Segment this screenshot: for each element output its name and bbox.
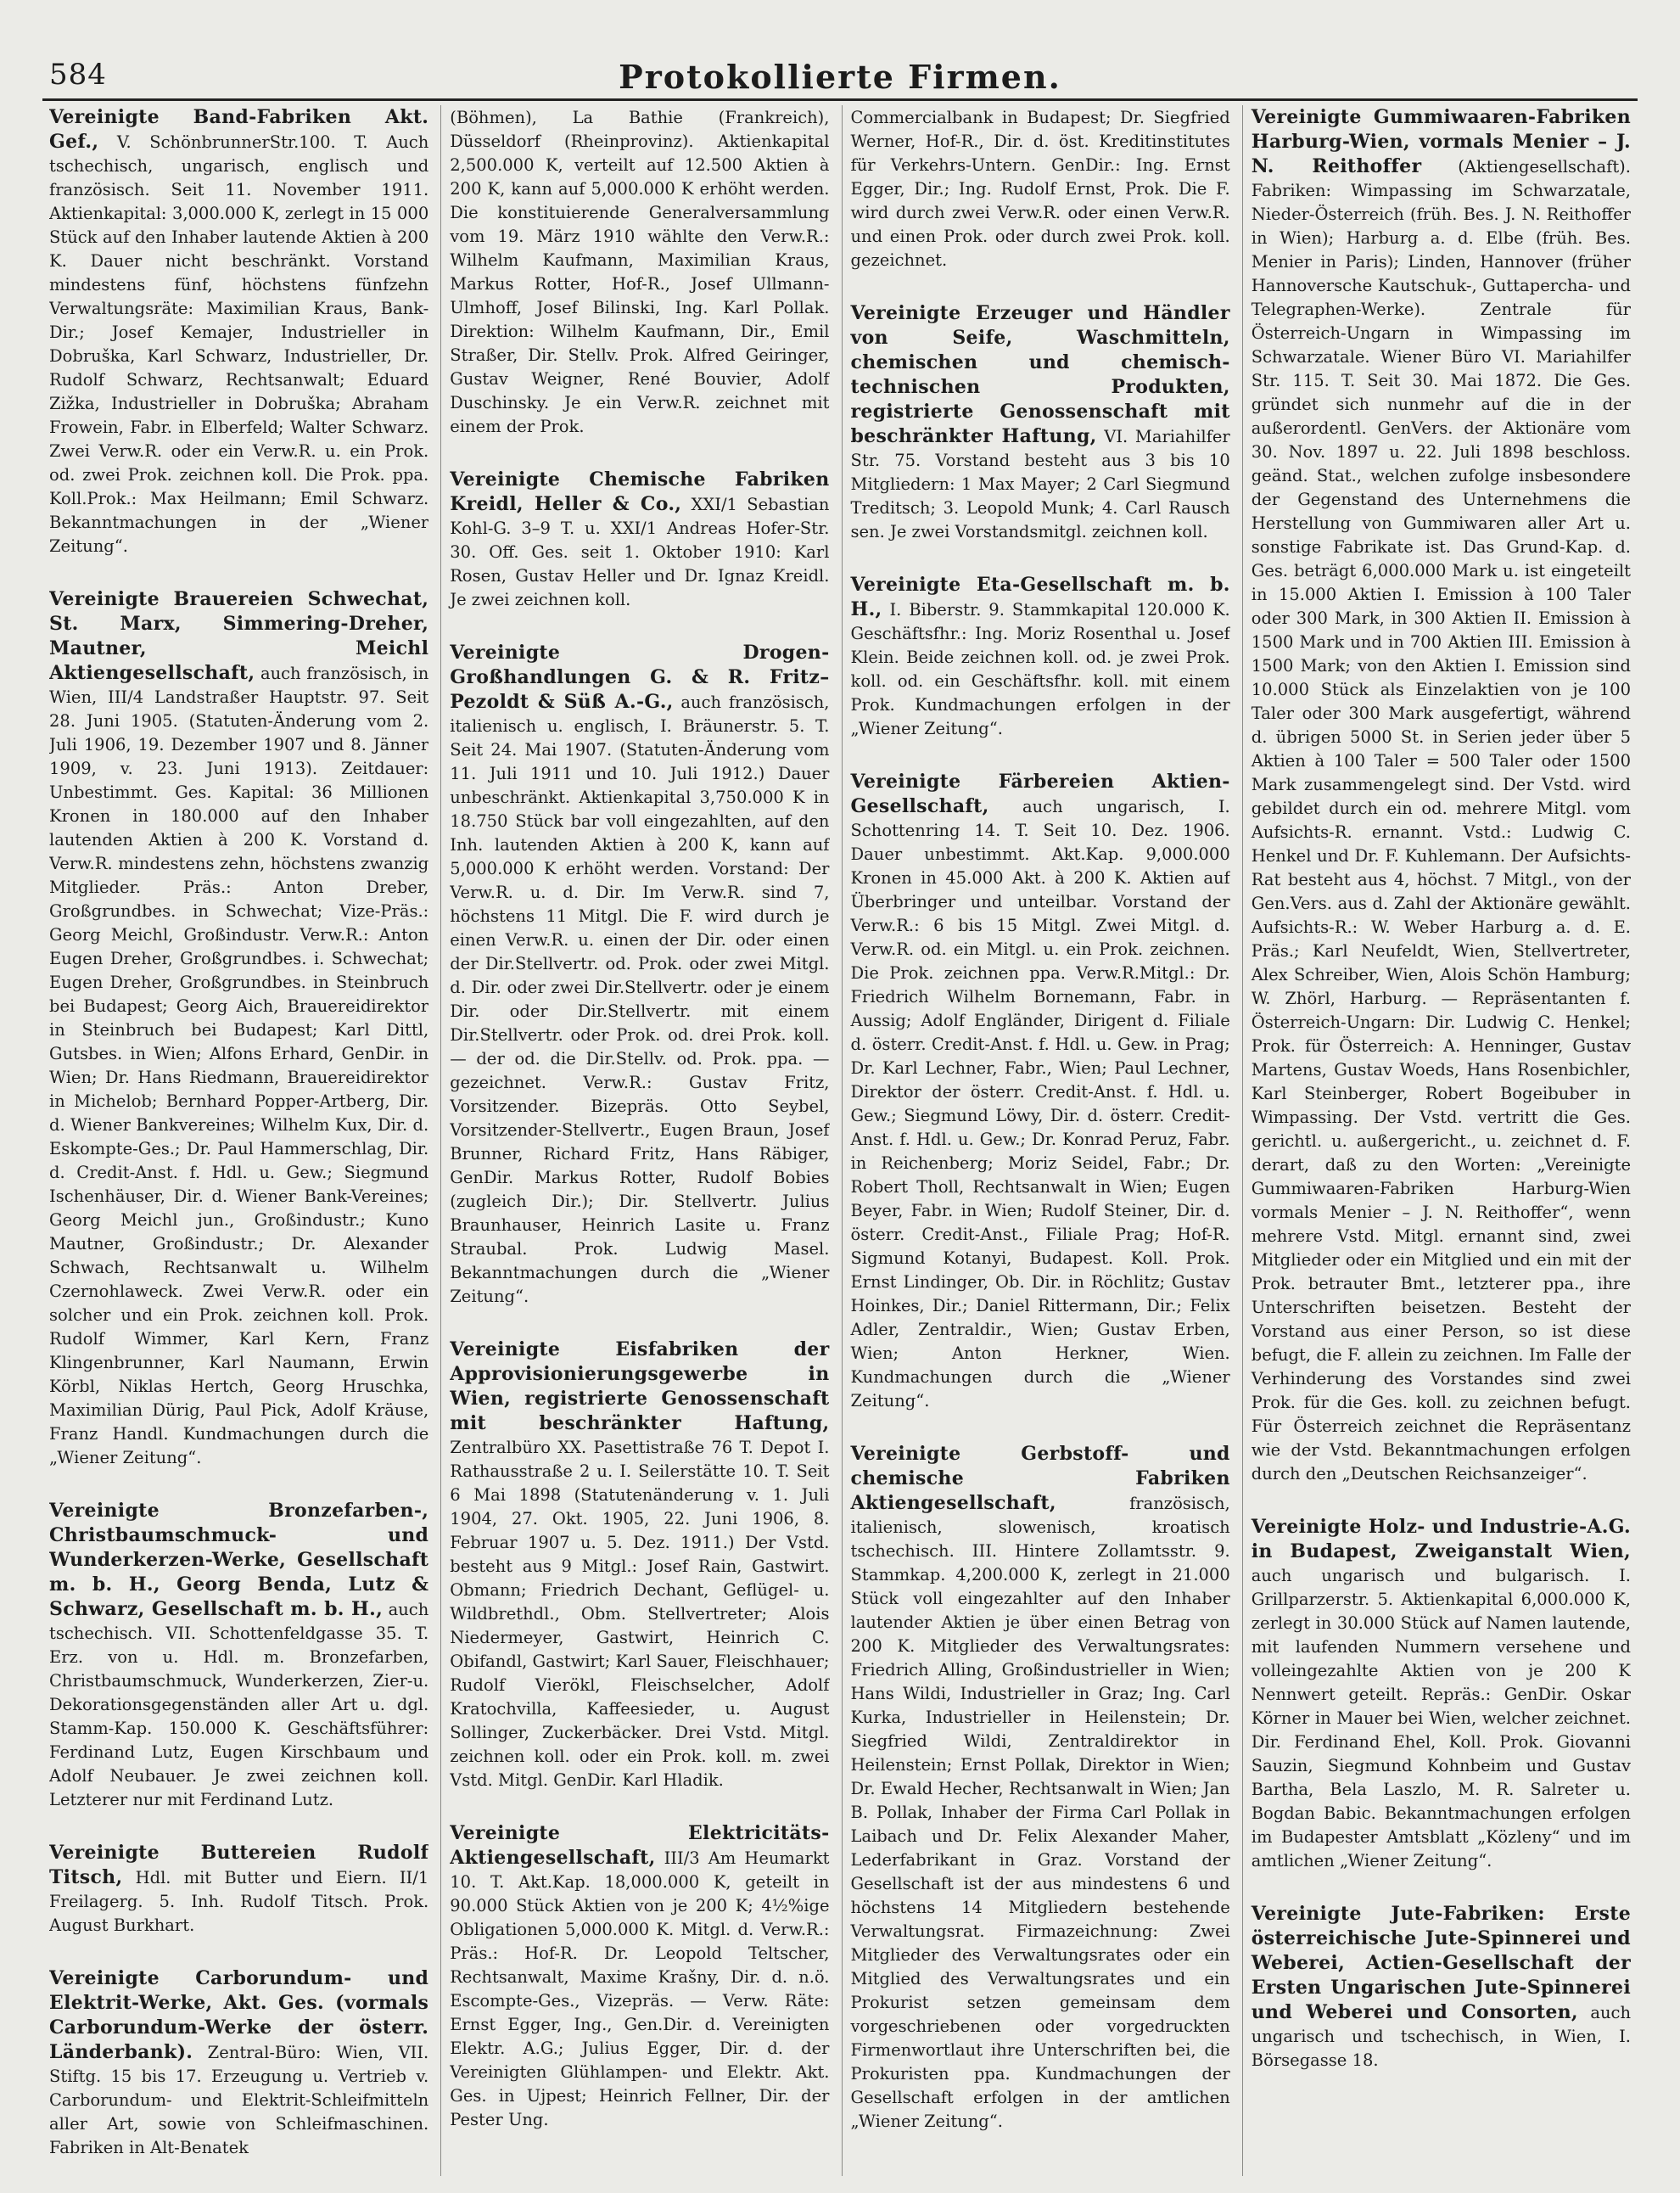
firm-entry <box>851 770 1230 1413</box>
firm-details: auch französisch, italienisch u. englisch, I. Bräunerstr. 5. T. Seit 24. Mai 1907. (Statuten-Änderung vom 11. Juli 1911 und 10. Juli 1912.) Dauer unbeschränkt. Aktienkapital 3,750.000 K in 18.750 Stück bar voll eingezahlten, auf den Inh. lautenden Aktien à 200 K, kann auf 5,000.000 K erhöht werden. Vorstand: Der Verw.R. u. d. Dir. Im Verw.R. sind 7, höchstens 11 Mitgl. Die F. wird durch je einen Verw.R. u. einen der Dir. oder einen der Dir.Stellvertr. od. Prok. oder zwei Mitgl. d. Dir. oder zwei Dir.Stellvertr. oder je einem Dir. oder Dir.Stellvertr. mit einem Dir.Stellvertr. oder Prok. od. drei Prok. koll. — der od. die Dir.Stellv. od. Prok. ppa. — gezeichnet. Verw.R.: Gustav Fritz, Vorsitzender. Bizepräs. Otto Seybel, Vorsitzender-Stellvertr., Eugen Braun, Josef Brunner, Richard Fritz, Hans Räbiger, GenDir. Markus Rotter, Rudolf Bobies (zugleich Dir.); Dir. Stellvertr. Julius Braunhauser, Heinrich Lasite u. Franz Straubal. Prok. Ludwig Masel. Bekanntmachungen durch die „Wiener Zeitung“. <box>450 693 830 1306</box>
firm-entry <box>450 468 829 612</box>
column-3 <box>842 105 1230 2176</box>
firm-name: Vereinigte Drogen-Großhandlungen G. & R. Fritz–Pezoldt & Süß A.-G., <box>450 642 830 713</box>
firm-name: Vereinigte Gerbstoff- und chemische Fabriken Aktiengesellschaft, <box>850 1443 1230 1514</box>
firm-entry <box>1252 1515 1631 1873</box>
firm-entry <box>1252 1902 1631 2072</box>
firm-details: I. Biberstr. 9. Stammkapital 120.000 K. Geschäftsfhr.: Ing. Moriz Rosenthal u. Josef Klein. Beide zeichnen koll. od. je zwei Prok. koll. od. ein Geschäftsfhr. koll. mit einem Prok. Kundmachungen erfolgen in der „Wiener Zeitung“. <box>850 600 1230 738</box>
firm-entry <box>1252 105 1631 1486</box>
firm-details: (Aktiengesellschaft). Fabriken: Wimpassing im Schwarzatale, Nieder-Österreich (früh. Bes. J. N. Reithoffer in Wien); Harburg a. d. Elbe (früh. Bes. Menier in Paris); Linden, Hannover (früher Hannoversche Kautschuk-, Guttapercha- und Telegraphen-Werke). Zentrale für Österreich-Ungarn in Wimpassing im Schwarzatale. Wiener Büro VI. Mariahilfer Str. 115. T. Seit 30. Mai 1872. Die Ges. gründet sich nunmehr auf die in der außerordentl. GenVers. der Aktionäre vom 30. Nov. 1897 u. 22. Juli 1898 beschloss. geänd. Stat., welchen zufolge insbesondere der Gegenstand des Unternehmens die Herstellung von Gummiwaren aller Art u. sonstige Fabrikate ist. Das Grund-Kap. d. Ges. beträgt 6,000.000 Mark u. ist eingeteilt in 15.000 Aktien I. Emission à 100 Taler oder 300 Mark, in 300 Aktien II. Emission à 1500 Mark und in 700 Aktien III. Emission à 1500 Mark; von den Aktien I. Emission sind 10.000 Stück als Einzelaktien von je 100 Taler oder 300 Mark ausgefertigt, während d. übrigen 5000 St. in Serien jeder über 5 Aktien à 100 Taler = 500 Taler oder 1500 Mark zusammengelegt sind. Der Vstd. wird gebildet durch ein od. mehrere Mitgl. vom Aufsichts-R. ernannt. Vstd.: Ludwig C. Henkel und Dr. F. Kuhlemann. Der Aufsichts-Rat besteht aus 4, höchst. 7 Mitgl., von der Gen.Vers. aus d. Zahl der Aktionäre gewählt. Aufsichts-R.: W. Weber Harburg a. d. E. Präs.; Karl Neufeldt, Wien, Stellvertreter, Alex Schreiber, Wien, Alois Schön Hamburg; W. Zhörl, Harburg. — Repräsentanten f. Österreich-Ungarn: Dir. Ludwig C. Henkel; Prok. für Österreich: A. Henninger, Gustav Martens, Gustav Woeds, Hans Rosenbichler, Karl Steinberger, Robert Bogeibuber in Wimpassing. Der Vstd. vertritt die Ges. gerichtl. u. außergericht., u. zeichnet d. F. derart, daß zu den Worten: „Vereinigte Gummiwaaren-Fabriken Harburg-Wien vormals Menier – J. N. Reithoffer“, wenn mehrere Vstd. Mitgl. ernannt sind, zwei Mitglieder oder ein Mitglied und ein mit der Prok. betrauter Bmt., letzterer ppa., ihre Unterschriften beisetzen. Besteht der Vorstand aus einer Person, so ist diese befugt, die F. allein zu zeichnen. Im Falle der Verhinderung des Vorstandes sind zwei Prok. für die Ges. koll. zu zeichnen befugt. Für Österreich zeichnet die Repräsentanz wie der Vstd. Bekanntmachungen erfolgen durch den „Deutschen Reichsanzeiger“. <box>1251 157 1631 1484</box>
page-header <box>49 53 1631 100</box>
firm-details: III/3 Am Heumarkt 10. T. Akt.Kap. 18,000.000 K, geteilt in 90.000 Stück Aktien von je 200 K; 4½%ige Obligationen 5,000.000 K. Mitgl. d. Verw.R.: Präs.: Hof-R. Dr. Leopold Teltscher, Rechtsanwalt, Maxime Krašny, Dir. d. n.ö. Escompte-Ges., Vizepräs. — Verw. Räte: Ernst Egger, Ing., Gen.Dir. d. Vereinigten Elektr. A.G.; Julius Egger, Dir. d. der Vereinigten Glühlampen- und Elektr. Akt. Ges. in Ujpest; Heinrich Fellner, Dir. der Pester Ung. <box>450 1848 830 2129</box>
firm-name: Vereinigte Chemische Fabriken Kreidl, Heller & Co., <box>450 468 830 515</box>
firm-details: Zentral-Büro: Wien, VII. Stiftg. 15 bis 17. Erzeugung u. Vertrieb v. Carborundum- und Elektrit-Schleifmitteln aller Art, sowie von Schleifmaschinen. Fabriken in Alt-Benatek <box>49 2043 429 2157</box>
column-2 <box>440 105 829 2176</box>
firm-name: Vereinigte Färbereien Aktien-Gesellschaft, <box>850 771 1230 817</box>
firm-name: Vereinigte Brauereien Schwechat, St. Marx, Simmering-Dreher, Mautner, Meichl Aktiengesellschaft, <box>49 588 429 684</box>
firm-entry <box>450 105 829 439</box>
firm-name: Vereinigte Band-Fabriken Akt. Gef., <box>49 106 429 153</box>
firm-entry <box>450 1338 829 1792</box>
firm-details: auch ungarisch und tschechisch, in Wien, I. Börsegasse 18. <box>1251 2003 1631 2070</box>
firm-name: Vereinigte Erzeuger und Händler von Seife, Waschmitteln, chemischen und chemisch-technischen Produkten, registrierte Genossenschaft mit beschränkter Haftung, <box>850 302 1230 447</box>
firm-name: Vereinigte Eisfabriken der Approvisionierungsgewerbe in Wien, registrierte Genossenschaft mit beschränkter Haftung, <box>450 1338 830 1434</box>
page-number: 584 <box>49 58 107 92</box>
firm-entry <box>851 573 1230 741</box>
firm-entry <box>49 1966 428 2160</box>
directory-columns <box>49 105 1631 2176</box>
column-4 <box>1242 105 1631 2176</box>
firm-name: Vereinigte Elektricitäts-Aktiengesellschaft, <box>450 1822 830 1869</box>
firm-details: auch französisch, in Wien, III/4 Landstraßer Hauptstr. 97. Seit 28. Juni 1905. (Statuten-Änderung vom 2. Juli 1906, 19. Dezember 1907 und 8. Jänner 1909, v. 23. Juni 1913). Zeitdauer: Unbestimmt. Ges. Kapital: 36 Millionen Kronen in 180.000 auf den Inhaber lautenden Aktien à 200 K. Vorstand d. Verw.R. mindestens zehn, höchstens zwanzig Mitglieder. Präs.: Anton Dreber, Großgrundbes. in Schwechat; Vize-Präs.: Georg Meichl, Großindustr. Verw.R.: Anton Eugen Dreher, Großgrundbes. i. Schwechat; Eugen Dreher, Großgrundbes. in Steinbruch bei Budapest; Georg Aich, Brauereidirektor in Steinbruch bei Budapest; Karl Dittl, Gutsbes. in Wien; Alfons Erhard, GenDir. in Wien; Dr. Hans Riedmann, Brauereidirektor in Michelob; Bernhard Popper-Artberg, Dir. d. Wiener Bankvereines; Wilhelm Kux, Dir. d. Eskompte-Ges.; Dr. Paul Hammerschlag, Dir. d. Credit-Anst. f. Hdl. u. Gew.; Siegmund Ischenhäuser, Dir. d. Wiener Bank-Vereines; Georg Meichl jun., Großindustr.; Kuno Mautner, Großindustr.; Dr. Alexander Schwach, Rechtsanwalt u. Wilhelm Czernohlaweck. Zwei Verw.R. oder ein solcher und ein Prok. zeichnen koll. Prok. Rudolf Wimmer, Karl Kern, Franz Klingenbrunner, Karl Naumann, Erwin Körbl, Niklas Hertch, Georg Hruschka, Maximilian Dürig, Paul Pick, Adolf Kräuse, Franz Handl. Kundmachungen durch die „Wiener Zeitung“. <box>49 664 429 1467</box>
firm-details: französisch, italienisch, slowenisch, kroatisch tschechisch. III. Hintere Zollamtsstr. 9. Stammkap. 4,200.000 K, zerlegt in 21.000 Stück voll eingezahlter auf den Inhaber lautender Aktien je über einen Betrag von 200 K. Mitglieder des Verwaltungsrates: Friedrich Alling, Großindustrieller in Wien; Hans Wildi, Industrieller in Graz; Ing. Carl Kurka, Industrieller in Heilenstein; Dr. Siegfried Wildi, Zentraldirektor in Heilenstein; Ernst Pollak, Direktor in Wien; Dr. Ewald Hecher, Rechtsanwalt in Wien; Jan B. Pollak, Inhaber der Firma Carl Pollak in Laibach und Dr. Felix Alexander Maher, Lederfabrikant in Graz. Vorstand der Gesellschaft ist der aus mindestens 6 und höchstens 14 Mitgliedern bestehende Verwaltungsrat. Firmazeichnung: Zwei Mitglieder des Verwaltungsrates oder ein Mitglied des Verwaltungsrates und ein Prokurist setzen gemeinsam dem vorgeschriebenen oder vorgedruckten Firmenwortlaut ihre Unterschriften bei, die Prokuristen ppa. Kundmachungen der Gesellschaft erfolgen in der amtlichen „Wiener Zeitung“. <box>850 1494 1230 2131</box>
column-1 <box>49 105 428 2176</box>
firm-name: Vereinigte Bronzefarben-, Christbaumschmuck- und Wunderkerzen-Werke, Gesellschaft m. b. H., Georg Benda, Lutz & Schwarz, Gesellschaft m. b. H., <box>49 1500 429 1620</box>
firm-entry <box>851 1442 1230 2134</box>
firm-name: Vereinigte Holz- und Industrie-A.G. in Budapest, Zweiganstalt Wien, <box>1251 1516 1631 1562</box>
firm-name: Vereinigte Buttereien Rudolf Titsch, <box>49 1842 429 1888</box>
firm-details: Hdl. mit Butter und Eiern. II/1 Freilagerg. 5. Inh. Rudolf Titsch. Prok. August Burkhart. <box>49 1868 429 1935</box>
firm-entry <box>49 105 428 558</box>
firm-details: V. SchönbrunnerStr.100. T. Auch tschechisch, ungarisch, englisch und französisch. Seit 11. November 1911. Aktienkapital: 3,000.000 K, zerlegt in 15 000 Stück auf den Inhaber lautende Aktien à 200 K. Dauer nicht beschränkt. Vorstand mindestens fünf, höchstens fünfzehn Verwaltungsräte: Maximilian Kraus, Bank-Dir.; Josef Kemajer, Industrieller in Dobruška, Karl Schwarz, Industrieller, Dr. Rudolf Schwarz, Rechtsanwalt; Eduard Zižka, Industrieller in Dobruška; Abraham Frowein, Fabr. in Elberfeld; Walter Schwarz. Zwei Verw.R. oder ein Verw.R. u. ein Prok. od. zwei Prok. zeichnen koll. Die Prok. ppa. Koll.Prok.: Max Heilmann; Emil Schwarz. Bekanntmachungen in der „Wiener Zeitung“. <box>49 132 429 556</box>
firm-entry <box>49 1841 428 1938</box>
firm-entry <box>851 105 1230 272</box>
firm-name: Vereinigte Jute-Fabriken: Erste österreichische Jute-Spinnerei und Weberei, Actien-Gesellschaft der Ersten Ungarischen Jute-Spinnerei und Weberei und Consorten, <box>1251 1903 1631 2023</box>
page-title: Protokollierte Firmen. <box>619 58 1061 96</box>
firm-entry <box>49 587 428 1470</box>
firm-entry <box>49 1499 428 1812</box>
firm-details: VI. Mariahilfer Str. 75. Vorstand besteht aus 3 bis 10 Mitgliedern: 1 Max Mayer; 2 Carl Siegmund Treditsch; 3. Leopold Munk; 4. Carl Rausch sen. Je zwei Vorstandsmitgl. zeichnen koll. <box>850 427 1230 541</box>
firm-details: auch ungarisch, I. Schottenring 14. T. Seit 10. Dez. 1906. Dauer unbestimmt. Akt.Kap. 9,000.000 Kronen in 45.000 Akt. à 200 K. Aktien auf Überbringer und unteilbar. Vorstand der Verw.R.: 6 bis 15 Mitgl. Zwei Mitgl. d. Verw.R. od. ein Mitgl. u. ein Prok. zeichnen. Die Prok. zeichnen ppa. Verw.R.Mitgl.: Dr. Friedrich Wilhelm Bornemann, Fabr. in Aussig; Adolf Engländer, Dirigent d. Filiale d. österr. Credit-Anst. f. Hdl. u. Gew. in Prag; Dr. Karl Lechner, Fabr., Wien; Paul Lechner, Direktor der österr. Credit-Anst. f. Hdl. u. Gew.; Siegmund Löwy, Dir. d. österr. Credit-Anst. f. Hdl. u. Gew.; Dr. Konrad Peruz, Fabr. in Reichenberg; Moriz Seidel, Fabr.; Dr. Robert Tholl, Rechtsanwalt in Wien; Eugen Beyer, Fabr. in Wien; Rudolf Steiner, Dir. d. österr. Credit-Anst., Filiale Prag; Hof-R. Sigmund Kotanyi, Budapest. Koll. Prok. Ernst Lindinger, Ob. Dir. in Röchlitz; Gustav Hoinkes, Dir.; Daniel Rittermann, Dir.; Felix Adler, Zentraldir., Wien; Gustav Erben, Wien; Anton Herkner, Wien. Kundmachungen durch die „Wiener Zeitung“. <box>850 797 1230 1411</box>
firm-entry <box>450 641 829 1309</box>
header-rule <box>42 98 1638 101</box>
firm-entry <box>851 301 1230 544</box>
firm-details: auch ungarisch und bulgarisch. I. Grillparzerstr. 5. Aktienkapital 6,000.000 K, zerlegt in 30.000 Stück auf Namen lautende, mit laufenden Nummern versehene und volleingezahlte Aktien von je 200 K Nennwert geteilt. Repräs.: GenDir. Oskar Körner in Mauer bei Wien, welcher zeichnet. Dir. Ferdinand Ehel, Koll. Prok. Giovanni Sauzin, Siegmund Kohnbeim und Gustav Bartha, Bela Laszlo, M. R. Salreter u. Bogdan Babic. Bekanntmachungen erfolgen im Budapester Amtsblatt „Közleny“ und im amtlichen „Wiener Zeitung“. <box>1251 1566 1631 1870</box>
firm-name: Vereinigte Eta-Gesellschaft m. b. H., <box>850 574 1230 620</box>
firm-details: (Böhmen), La Bathie (Frankreich), Düsseldorf (Rheinprovinz). Aktienkapital 2,500.000 K, verteilt auf 12.500 Aktien à 200 K, kann auf 5,000.000 K erhöht werden. Die konstituierende Generalversammlung vom 19. März 1910 wählte den Verw.R.: Wilhelm Kaufmann, Maximilian Kraus, Markus Rotter, Hof-R., Josef Ullmann-Ulmhoff, Josef Bilinski, Ing. Karl Pollak. Direktion: Wilhelm Kaufmann, Dir., Emil Straßer, Dir. Stellv. Prok. Alfred Geiringer, Gustav Weigner, René Bouvier, Adolf Duschinsky. Je ein Verw.R. zeichnet mit einem der Prok. <box>450 108 830 436</box>
firm-name: Vereinigte Gummiwaaren-Fabriken Harburg-Wien, vormals Menier – J. N. Reithoffer <box>1251 106 1631 177</box>
firm-details: Commercialbank in Budapest; Dr. Siegfried Werner, Hof-R., Dir. d. öst. Kreditinstitutes für Verkehrs-Untern. GenDir.: Ing. Ernst Egger, Dir.; Ing. Rudolf Ernst, Prok. Die F. wird durch zwei Verw.R. oder einen Verw.R. und einen Prok. oder durch zwei Prok. koll. gezeichnet. <box>850 108 1230 270</box>
firm-details: XXI/1 Sebastian Kohl-G. 3–9 T. u. XXI/1 Andreas Hofer-Str. 30. Off. Ges. seit 1. Oktober 1910: Karl Rosen, Gustav Heller und Dr. Ignaz Kreidl. Je zwei zeichnen koll. <box>450 495 830 609</box>
firm-entry <box>450 1821 829 2132</box>
firm-details: Zentralbüro XX. Pasettistraße 76 T. Depot I. Rathausstraße 2 u. I. Seilerstätte 10. T. Seit 6 Mai 1898 (Statutenänderung v. 1. Juli 1904, 27. Okt. 1905, 22. Juni 1906, 8. Februar 1907 u. 5. Dez. 1911.) Der Vstd. besteht aus 9 Mitgl.: Josef Rain, Gastwirt. Obmann; Friedrich Dechant, Geflügel- u. Wildbrethdl., Obm. Stellvertreter; Alois Niedermeyer, Gastwirt, Heinrich C. Obifandl, Gastwirt; Karl Sauer, Fleischhauer; Rudolf Vierökl, Fleischselcher, Adolf Kratochvilla, Kaffeesieder, u. August Sollinger, Zuckerbäcker. Drei Vstd. Mitgl. zeichnen koll. oder ein Prok. koll. m. zwei Vstd. Mitgl. GenDir. Karl Hladik. <box>450 1438 830 1790</box>
firm-name: Vereinigte Carborundum- und Elektrit-Werke, Akt. Ges. (vormals Carborundum-Werke der österr. Länderbank). <box>49 1967 429 2063</box>
firm-details: auch tschechisch. VII. Schottenfeldgasse 35. T. Erz. von u. Hdl. m. Bronzefarben, Christbaumschmuck, Wunderkerzen, Zier-u. Dekorationsgegenständen aller Art u. dgl. Stamm-Kap. 150.000 K. Geschäftsführer: Ferdinand Lutz, Eugen Kirschbaum und Adolf Neubauer. Je zwei zeichnen koll. Letzterer nur mit Ferdinand Lutz. <box>49 1600 429 1809</box>
